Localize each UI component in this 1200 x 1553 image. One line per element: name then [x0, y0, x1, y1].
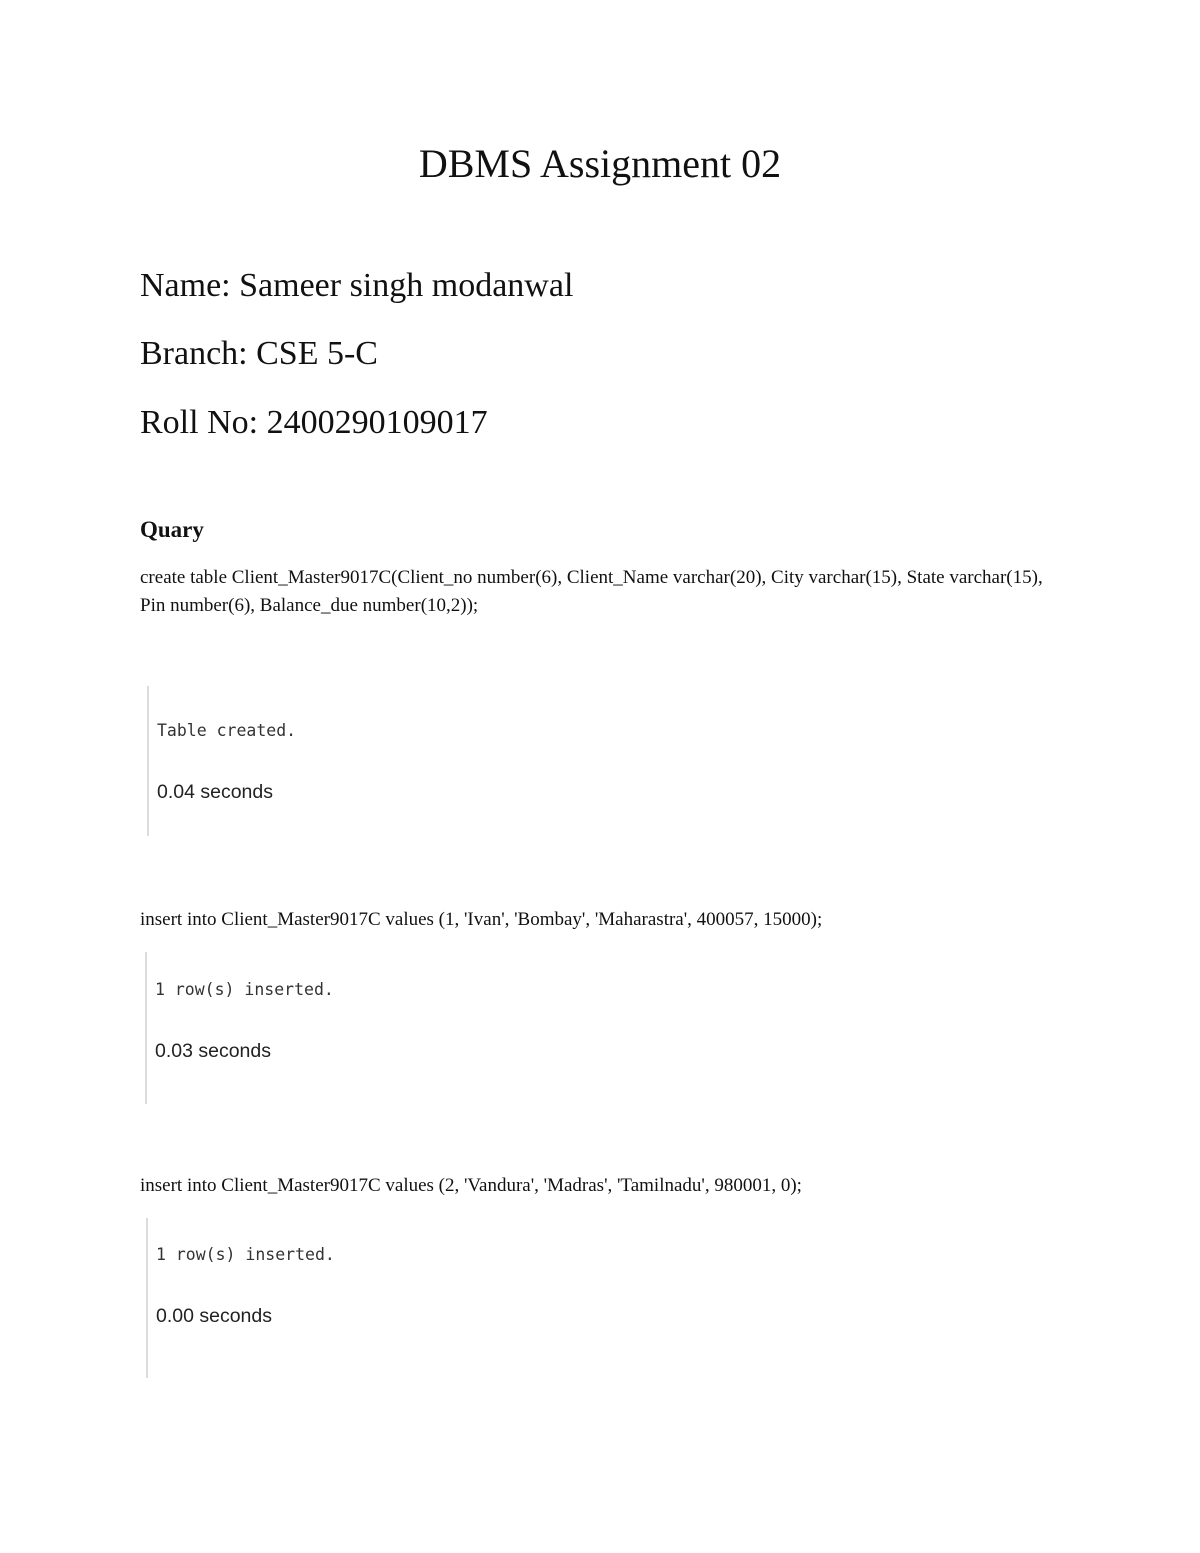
- result-time: 0.00 seconds: [156, 1305, 273, 1327]
- student-branch: Branch: CSE 5-C: [140, 335, 378, 372]
- result-time: 0.04 seconds: [157, 781, 274, 803]
- query-text: insert into Client_Master9017C values (2, 'Vandura', 'Madras', 'Tamilnadu', 980001, 0);: [140, 1175, 802, 1196]
- result-message: Table created.: [157, 721, 297, 740]
- result-output-box: [145, 952, 447, 1104]
- result-output-box: [147, 686, 449, 836]
- query-text: create table Client_Master9017C(Client_no number(6), Client_Name varchar(20), City varchar(15), State varchar(15), Pin number(6), Balance_due number(10,2));: [140, 567, 1043, 616]
- document-title: DBMS Assignment 02: [418, 141, 782, 186]
- result-message: 1 row(s) inserted.: [155, 980, 334, 999]
- result-message: 1 row(s) inserted.: [156, 1245, 335, 1264]
- student-name: Name: Sameer singh modanwal: [140, 267, 574, 304]
- student-roll-no: Roll No: 2400290109017: [140, 404, 488, 441]
- result-output-box: [146, 1218, 448, 1378]
- section-heading: Quary: [140, 517, 204, 542]
- query-text: insert into Client_Master9017C values (1, 'Ivan', 'Bombay', 'Maharastra', 400057, 15000);: [140, 909, 823, 930]
- result-time: 0.03 seconds: [155, 1040, 272, 1062]
